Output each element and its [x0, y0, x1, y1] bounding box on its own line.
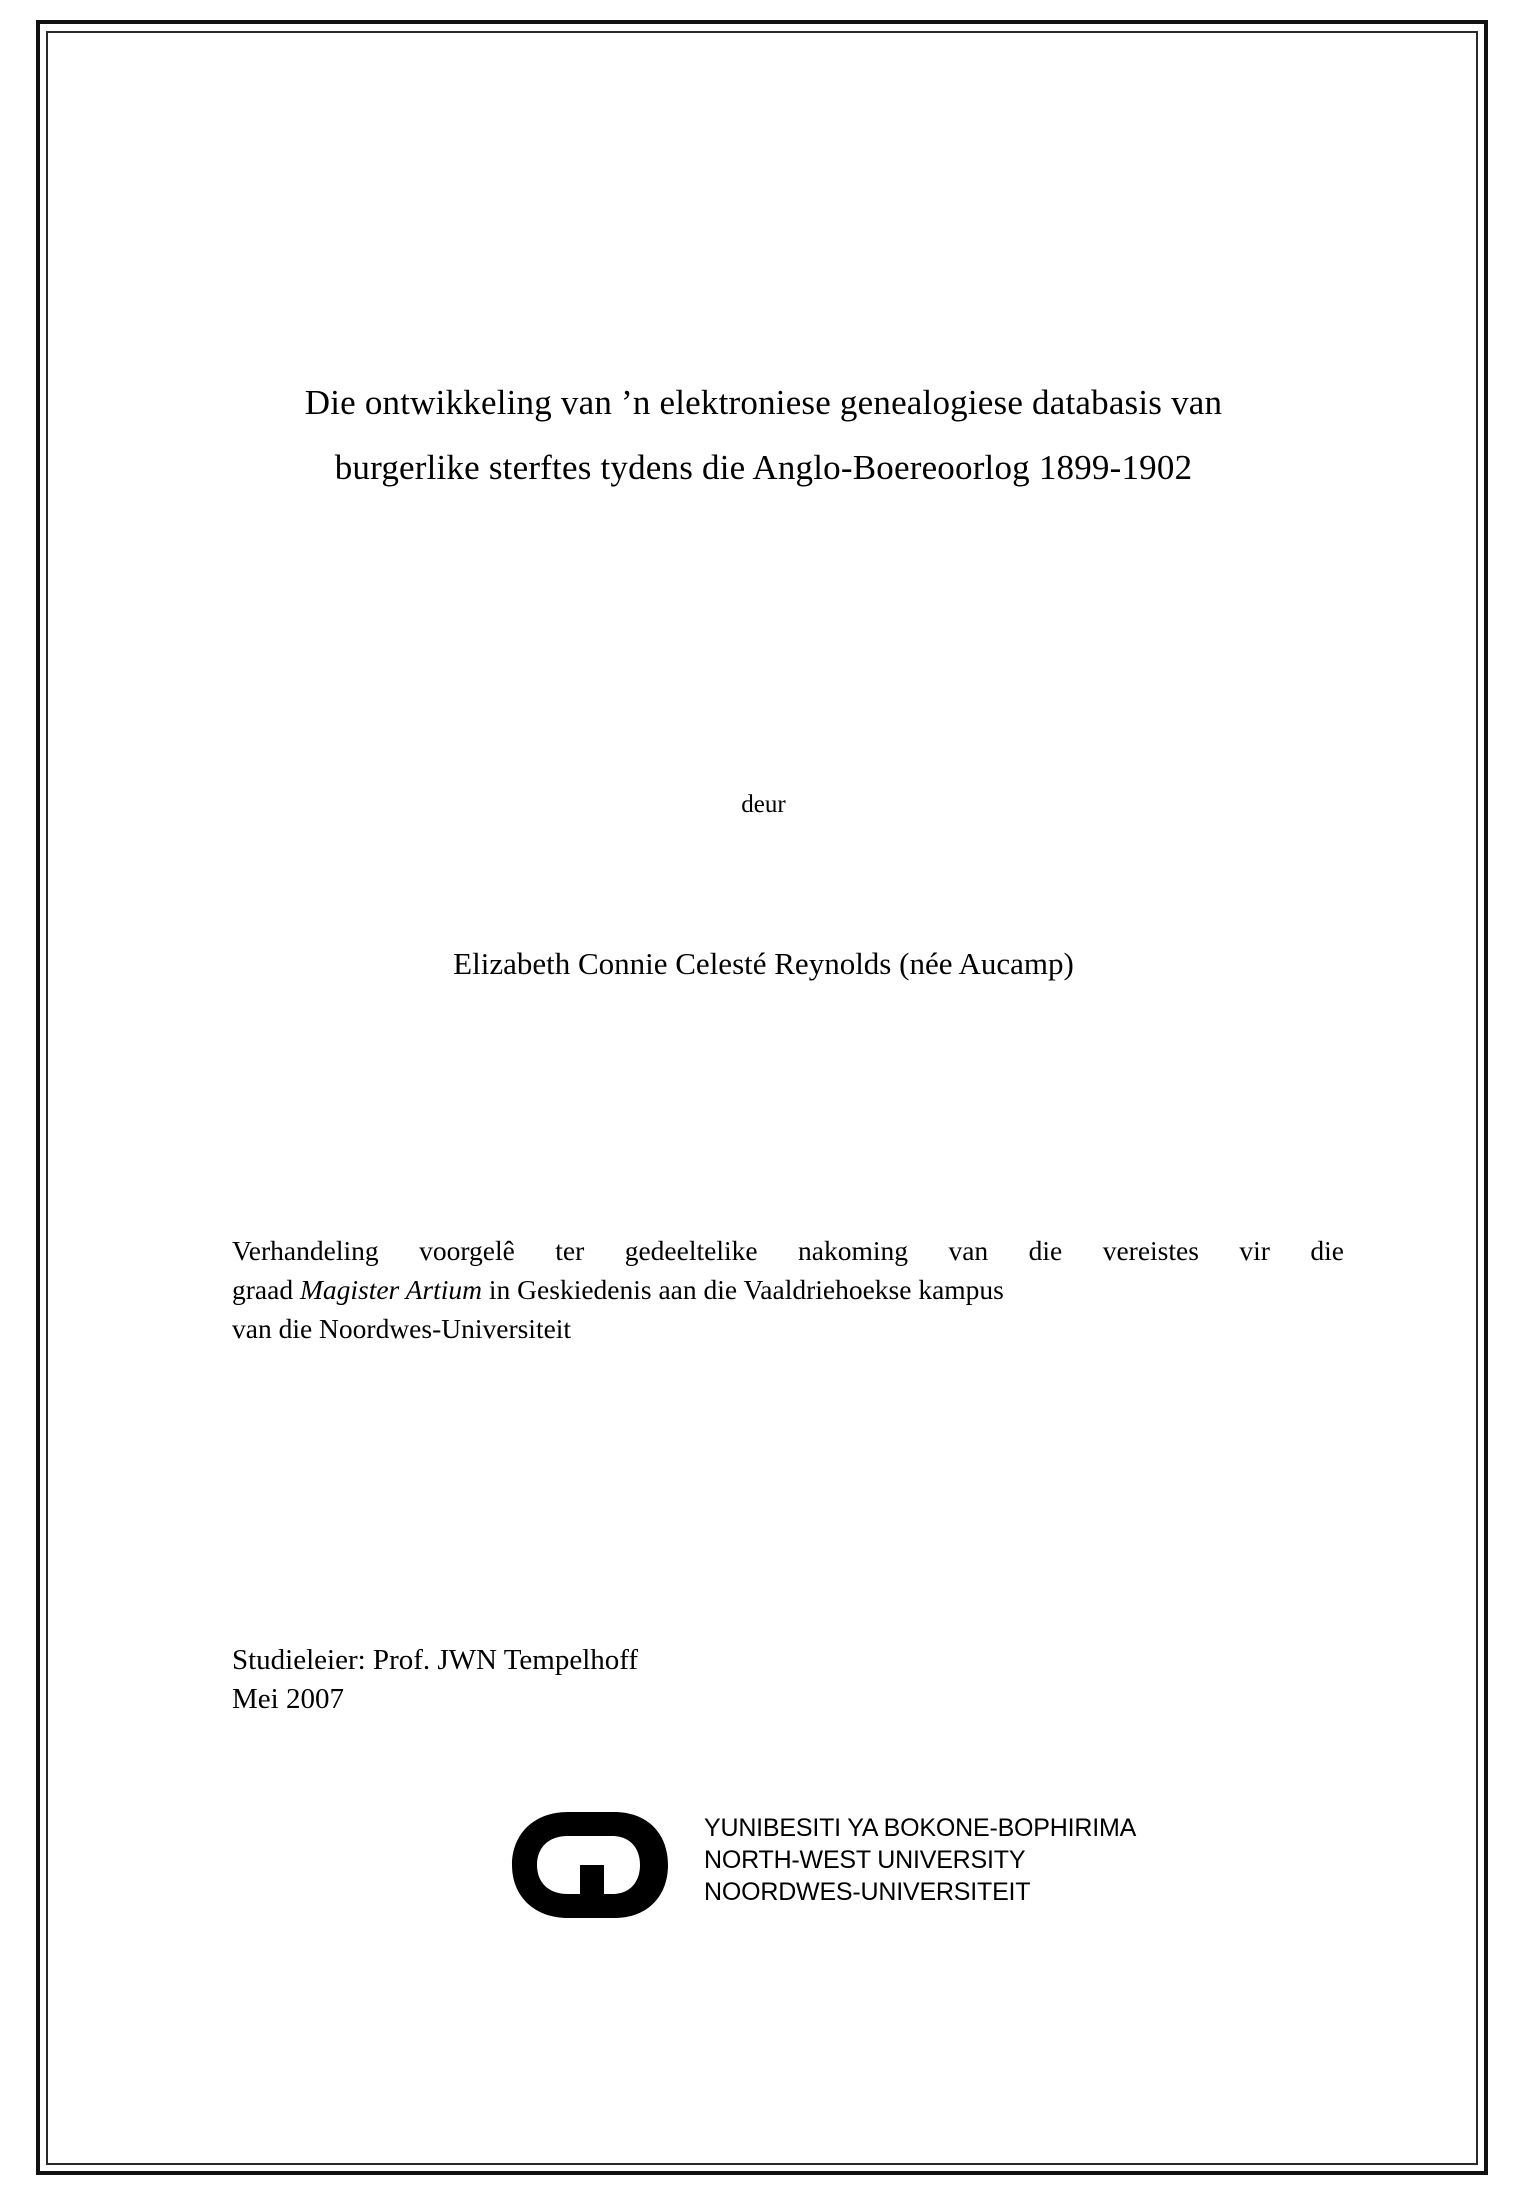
- degree-statement: [232, 1231, 1344, 1348]
- document-title: [186, 371, 1341, 501]
- supervisor-block: [232, 1641, 1132, 1719]
- title-line-2: burgerlike sterftes tydens die Anglo-Boereoorlog 1899-1902: [334, 447, 1193, 487]
- degree-statement-line-1: Verhandeling voorgelê ter gedeeltelike nakoming van die vereistes vir die: [232, 1235, 1344, 1266]
- university-logo-text: [704, 1812, 1136, 1908]
- title-line-1: Die ontwikkeling van ’n elektroniese genealogiese databasis van: [304, 383, 1223, 422]
- north-west-university-logo-mark-icon: [508, 1810, 700, 1920]
- logo-text-line-1: YUNIBESITI YA BOKONE-BOPHIRIMA: [704, 1814, 1137, 1842]
- university-logo: [508, 1806, 1148, 1926]
- degree-name: Magister Artium: [299, 1274, 483, 1306]
- logo-text-line-2: NORTH-WEST UNIVERSITY: [704, 1846, 1026, 1874]
- author-name: Elizabeth Connie Celesté Reynolds (née Aucamp): [453, 946, 1074, 981]
- logo-text-line-3: NOORDWES-UNIVERSITEIT: [704, 1878, 1031, 1906]
- degree-statement-line-2: [232, 1270, 1344, 1309]
- degree-statement-line-3: van die Noordwes-Universiteit: [232, 1313, 572, 1345]
- degree-statement-line-2-suffix: in Geskiedenis aan die Vaaldriehoekse kampus: [482, 1274, 1004, 1306]
- degree-statement-line-2-prefix: graad: [232, 1274, 300, 1306]
- title-page-content: [46, 31, 1478, 2165]
- by-label: deur: [741, 791, 786, 818]
- supervisor-line: Studieleier: Prof. JWN Tempelhoff: [232, 1644, 639, 1676]
- date-line: Mei 2007: [232, 1682, 344, 1715]
